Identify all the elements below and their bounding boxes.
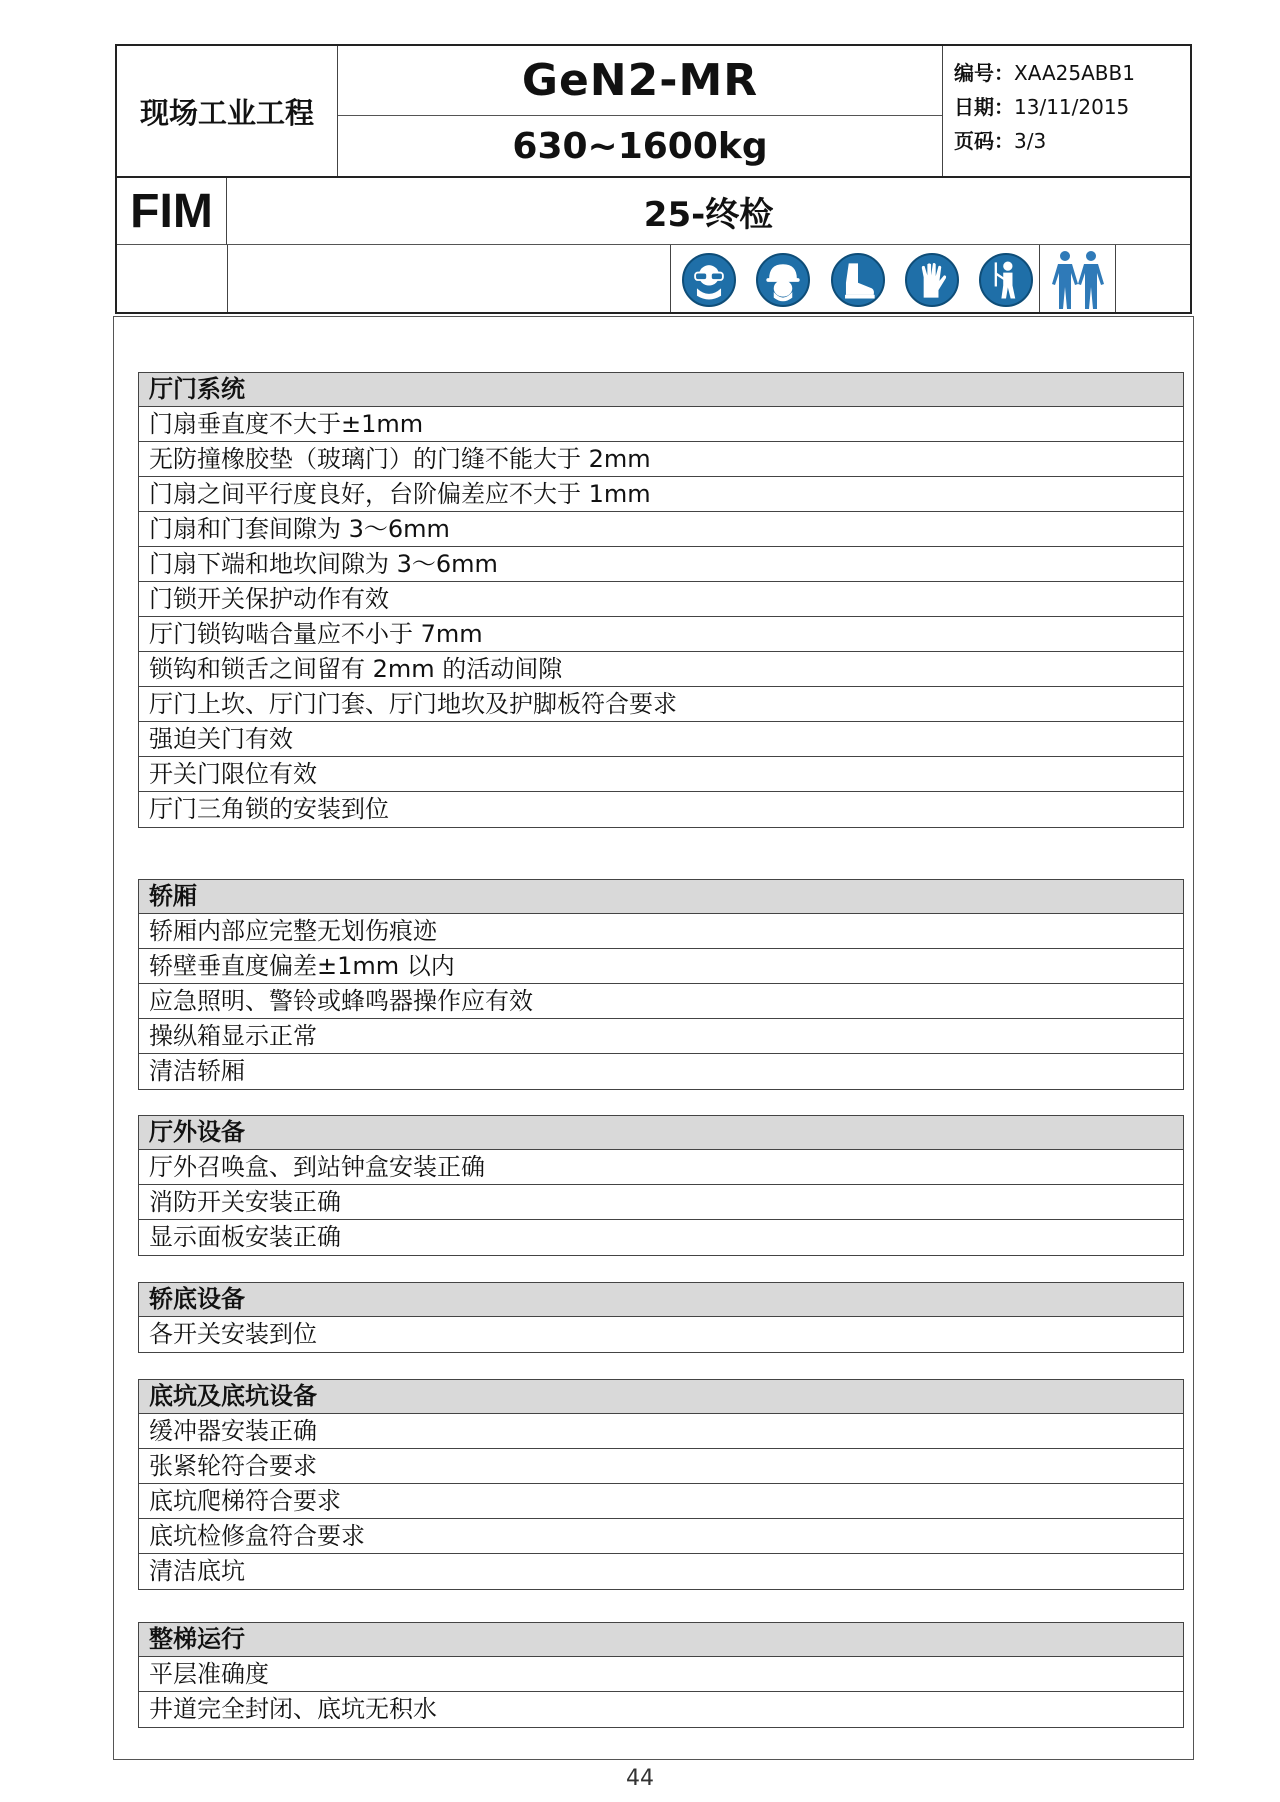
checklist-item: 轿壁垂直度偏差±1mm 以内 — [139, 949, 1183, 984]
checklist-item: 门扇下端和地坎间隙为 3～6mm — [139, 547, 1183, 582]
divider — [1039, 245, 1040, 312]
checklist-group — [138, 1622, 1184, 1728]
checklist-item: 各开关安装到位 — [149, 1320, 317, 1348]
checklist-item: 强迫关门有效 — [139, 722, 1183, 757]
group-title: 轿底设备 — [139, 1283, 1183, 1317]
checklist-item: 缓冲器安装正确 — [139, 1414, 1183, 1449]
document-meta — [944, 56, 1190, 176]
meta-date-value: 13/11/2015 — [1014, 95, 1130, 119]
section-title: 25-终检 — [643, 195, 774, 235]
divider — [1115, 245, 1116, 312]
checklist-group — [138, 1115, 1184, 1256]
checklist-item: 厅门上坎、厅门门套、厅门地坎及护脚板符合要求 — [139, 687, 1183, 722]
checklist-item: 厅门三角锁的安装到位 — [149, 795, 389, 823]
meta-page — [954, 124, 1190, 158]
model-name: GeN2-MR — [338, 46, 942, 116]
checklist-item: 显示面板安装正确 — [149, 1223, 341, 1251]
checklist-item: 门扇之间平行度良好，台阶偏差应不大于 1mm — [139, 477, 1183, 512]
checklist-group — [138, 372, 1184, 828]
harness-icon — [979, 253, 1033, 307]
checklist-item: 应急照明、警铃或蜂鸣器操作应有效 — [139, 984, 1183, 1019]
checklist-item: 底坑检修盒符合要求 — [139, 1519, 1183, 1554]
checklist-group — [138, 1282, 1184, 1353]
meta-page-label: 页码： — [954, 129, 1014, 153]
checklist-item: 消防开关安装正确 — [139, 1185, 1183, 1220]
checklist-item: 底坑爬梯符合要求 — [139, 1484, 1183, 1519]
two-person-icon — [1050, 249, 1106, 311]
group-title: 厅外设备 — [139, 1116, 1183, 1150]
checklist-item: 张紧轮符合要求 — [139, 1449, 1183, 1484]
checklist-item: 开关门限位有效 — [139, 757, 1183, 792]
checklist-item: 门扇垂直度不大于±1mm — [139, 407, 1183, 442]
divider — [670, 245, 671, 312]
company-name: 现场工业工程 — [117, 46, 338, 176]
checklist-item: 轿厢内部应完整无划伤痕迹 — [139, 914, 1183, 949]
checklist-item: 门锁开关保护动作有效 — [139, 582, 1183, 617]
checklist-group — [138, 1379, 1184, 1590]
document-header — [115, 44, 1192, 314]
checklist-item: 锁钩和锁舌之间留有 2mm 的活动间隙 — [139, 652, 1183, 687]
header-row-ppe — [117, 245, 1190, 312]
model-cell — [338, 46, 943, 176]
capacity-range: 630~1600kg — [512, 125, 768, 167]
page-number: 44 — [626, 1766, 654, 1791]
meta-date-label: 日期： — [954, 95, 1014, 119]
meta-date — [954, 90, 1190, 124]
divider — [227, 245, 228, 312]
checklist-item: 门扇和门套间隙为 3～6mm — [139, 512, 1183, 547]
meta-code — [954, 56, 1190, 90]
checklist-group — [138, 879, 1184, 1090]
checklist-item: 操纵箱显示正常 — [139, 1019, 1183, 1054]
checklist-item: 清洁底坑 — [149, 1557, 245, 1585]
group-title: 整梯运行 — [139, 1623, 1183, 1657]
checklist-item: 厅门锁钩啮合量应不小于 7mm — [139, 617, 1183, 652]
meta-page-value: 3/3 — [1014, 129, 1047, 153]
meta-code-label: 编号： — [954, 61, 1014, 85]
fim-label: FIM — [117, 178, 227, 245]
group-title: 底坑及底坑设备 — [139, 1380, 1183, 1414]
safety-boots-icon — [831, 253, 885, 307]
gloves-icon — [905, 253, 959, 307]
safety-glasses-icon — [682, 253, 736, 307]
header-row-section — [117, 178, 1190, 245]
checklist-item: 厅外召唤盒、到站钟盒安装正确 — [139, 1150, 1183, 1185]
checklist-item: 清洁轿厢 — [149, 1057, 245, 1085]
group-title: 轿厢 — [139, 880, 1183, 914]
checklist-item: 平层准确度 — [139, 1657, 1183, 1692]
group-title: 厅门系统 — [139, 373, 1183, 407]
hard-hat-icon — [756, 253, 810, 307]
checklist-item: 无防撞橡胶垫（玻璃门）的门缝不能大于 2mm — [139, 442, 1183, 477]
checklist-item: 井道完全封闭、底坑无积水 — [149, 1695, 437, 1723]
meta-code-value: XAA25ABB1 — [1014, 61, 1135, 85]
header-row-title — [117, 46, 1190, 178]
